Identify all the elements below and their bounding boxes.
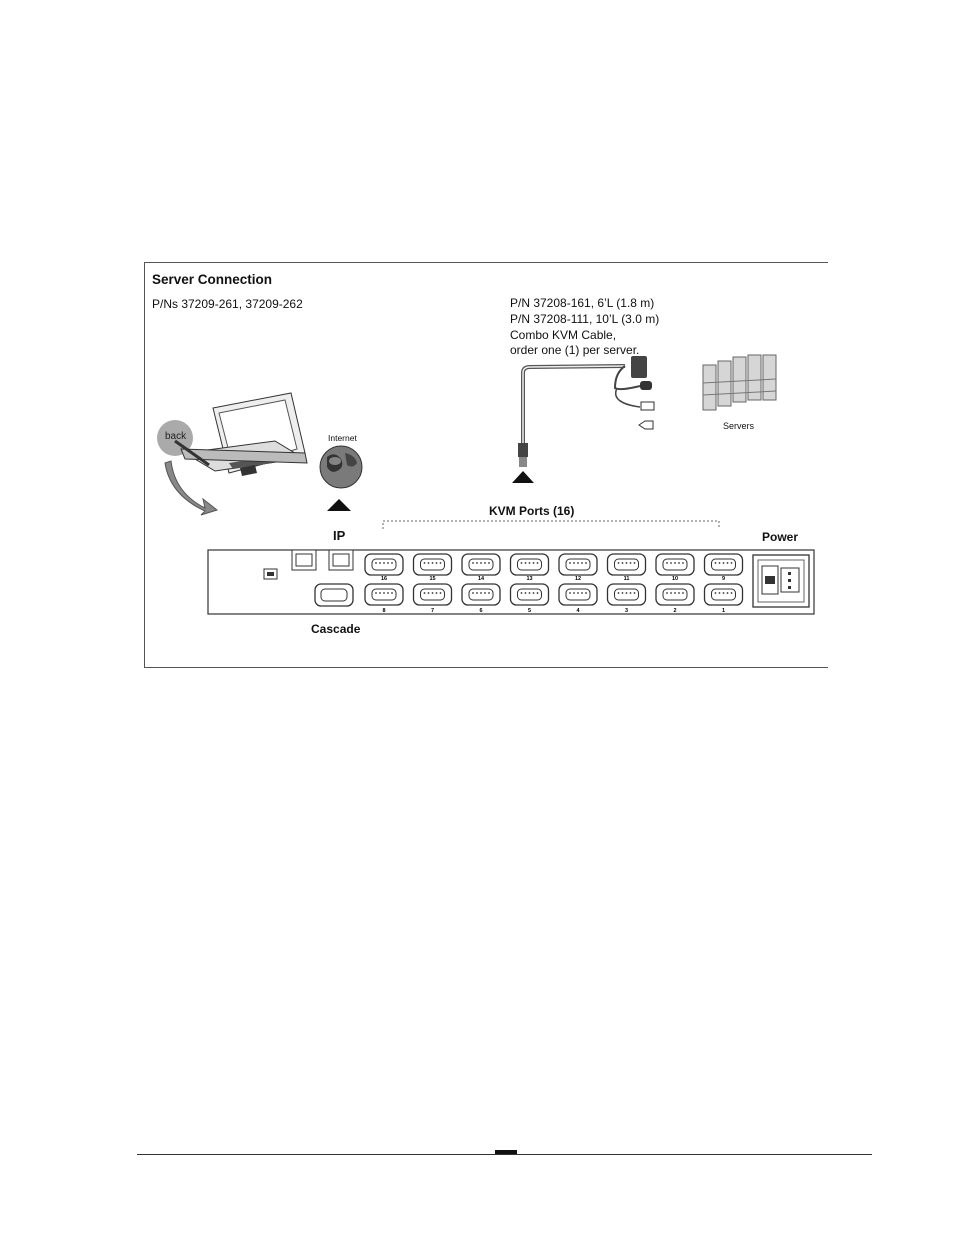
kvm-port-number-14: 14 xyxy=(477,576,485,582)
figure-title: Server Connection xyxy=(152,272,273,287)
kvm-port-8 xyxy=(365,584,403,605)
ip-label: IP xyxy=(333,528,346,543)
usb-symbol-icon xyxy=(639,421,653,429)
kvm-arrow-up-icon xyxy=(512,471,534,483)
kvm-port-10 xyxy=(656,554,694,575)
cable-ps2-connector xyxy=(640,381,652,390)
kvm-port-number-1: 1 xyxy=(721,608,726,614)
kvm-port-number-15: 15 xyxy=(429,576,436,582)
kvm-port-7 xyxy=(414,584,452,605)
kvm-port-4 xyxy=(559,584,597,605)
kvm-port-3 xyxy=(608,584,646,605)
kvm-ports-label: KVM Ports (16) xyxy=(489,504,575,518)
kvm-port-15 xyxy=(414,554,452,575)
kvm-port-number-7: 7 xyxy=(430,608,435,614)
footer-rule xyxy=(137,1154,872,1155)
kvm-port-number-9: 9 xyxy=(721,576,726,582)
back-label: back xyxy=(165,431,187,442)
kvm-port-number-2: 2 xyxy=(673,608,677,614)
kvm-port-number-13: 13 xyxy=(526,576,533,582)
cascade-label: Cascade xyxy=(311,622,361,636)
cable-vga-plug xyxy=(518,443,528,457)
cable-line-2: P/N 37208-111, 10’L (3.0 m) xyxy=(510,312,660,326)
kvm-ports-bracket xyxy=(383,521,719,529)
kvm-port-9 xyxy=(705,554,743,575)
kvm-port-11 xyxy=(608,554,646,575)
kvm-port-16 xyxy=(365,554,403,575)
kvm-port-5 xyxy=(511,584,549,605)
footer-page-mark xyxy=(495,1150,517,1154)
kvm-port-number-8: 8 xyxy=(382,608,386,614)
servers-label: Servers xyxy=(723,421,755,431)
kvm-port-number-12: 12 xyxy=(574,576,582,582)
cable-line-1: P/N 37208-161, 6’L (1.8 m) xyxy=(510,296,655,310)
kvm-port-6 xyxy=(462,584,500,605)
internet-label: Internet xyxy=(328,433,357,443)
kvm-port-12 xyxy=(559,554,597,575)
kvm-port-number-11: 11 xyxy=(623,576,630,582)
kvm-port-number-5: 5 xyxy=(527,608,532,614)
kvm-port-number-16: 16 xyxy=(380,576,388,582)
internet-globe-icon xyxy=(320,446,362,488)
kvm-port-number-6: 6 xyxy=(479,608,483,614)
kvm-cable xyxy=(523,366,625,449)
kvm-port-1 xyxy=(705,584,743,605)
figure-artwork xyxy=(145,263,828,667)
figure-part-numbers: P/Ns 37209-261, 37209-262 xyxy=(152,297,303,311)
curved-arrow-icon xyxy=(165,461,217,515)
kvm-port-2 xyxy=(656,584,694,605)
kvm-port-number-3: 3 xyxy=(624,608,629,614)
server-connection-figure xyxy=(144,262,828,668)
kvm-port-13 xyxy=(511,554,549,575)
cable-line-4: order one (1) per server. xyxy=(510,343,640,357)
power-label: Power xyxy=(762,530,799,544)
cable-line-3: Combo KVM Cable, xyxy=(510,328,617,342)
cable-usb-connector xyxy=(641,402,654,410)
kvm-port-number-4: 4 xyxy=(576,608,580,614)
kvm-port-number-10: 10 xyxy=(671,576,679,582)
servers-icon xyxy=(703,355,776,410)
cable-vga-connector xyxy=(631,356,647,378)
ip-arrow-up-icon xyxy=(327,499,351,511)
kvm-port-14 xyxy=(462,554,500,575)
rack-console-image xyxy=(175,393,307,476)
